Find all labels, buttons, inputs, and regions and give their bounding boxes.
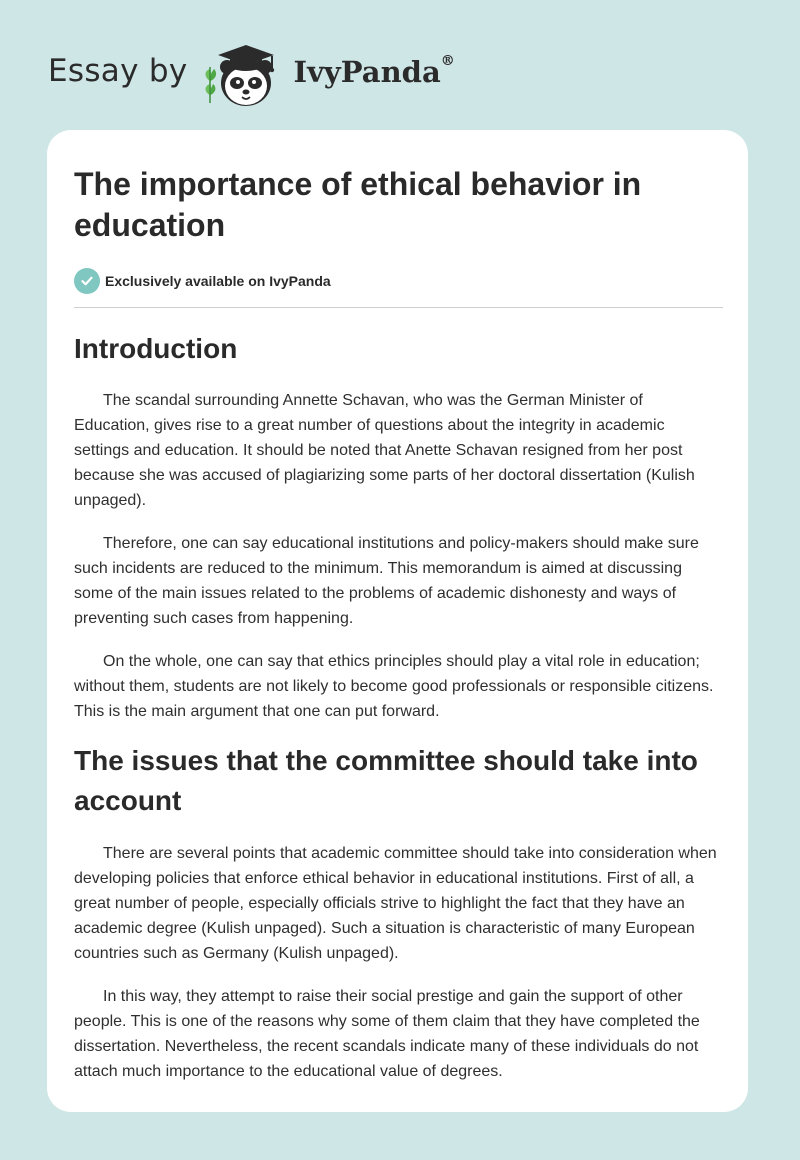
exclusive-badge [74, 268, 722, 294]
paragraph: There are several points that academic committee should take into consideration when developing policies that enforce ethical behavior in educational institutions. First of all, a great number of people, especially officials strive to highlight the fact that they have an academic degree (Kulish unpaged). Such a situation is characteristic of many European countries such as Germany (Kulish unpaged). [74, 845, 717, 962]
essay-content [74, 164, 722, 1084]
paragraph: The scandal surrounding Annette Schavan, who was the German Minister of Education, gives rise to a great number of questions about the integrity in academic settings and education. It should be noted that Anette Schavan resigned from her post because she was accused of plagiarizing some parts of her doctoral dissertation (Kulish unpaged). [74, 392, 695, 509]
title-divider [74, 307, 723, 308]
exclusive-badge-label: Exclusively available on IvyPanda [105, 273, 331, 289]
essay-title: The importance of ethical behavior in education [74, 166, 642, 243]
ivypanda-brand[interactable] [294, 55, 455, 89]
trademark-symbol: ® [440, 53, 455, 69]
check-circle-icon [74, 268, 100, 294]
brand-name: IvyPanda [293, 55, 441, 89]
section-heading-introduction: Introduction [74, 333, 238, 364]
essay-by-label: Essay by [48, 53, 188, 89]
paragraph: On the whole, one can say that ethics principles should play a vital role in education; without them, students are not likely to become good professionals or responsible citizens. This is the main argument that one can put forward. [74, 653, 714, 720]
paragraph: In this way, they attempt to raise their social prestige and gain the support of other people. This is one of the reasons why some of them claim that they have completed the dissertation. Nevertheless, the recent scandals indicate many of these individuals do not attach much importance to the educational value of degrees. [74, 988, 700, 1080]
essay-card [47, 130, 748, 1112]
paragraph: Therefore, one can say educational institutions and policy-makers should make sure such incidents are reduced to the minimum. This memorandum is aimed at discussing some of the main issues related to the problems of academic dishonesty and ways of preventing such cases from happening. [74, 535, 699, 627]
site-header [48, 34, 455, 114]
ivypanda-logo-icon[interactable] [202, 37, 292, 111]
section-heading-issues: The issues that the committee should take into account [74, 745, 698, 816]
